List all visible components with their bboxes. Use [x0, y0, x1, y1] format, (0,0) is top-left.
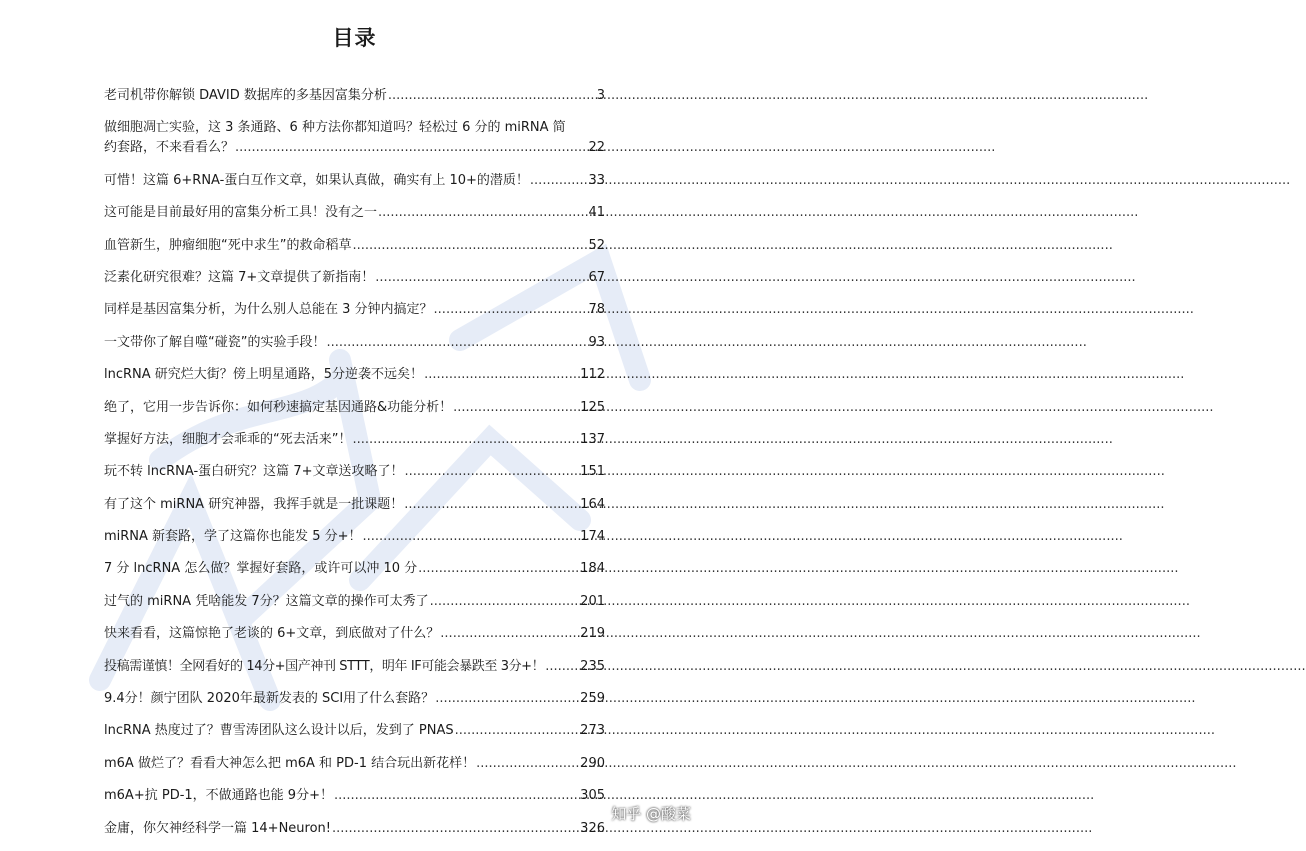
toc-leader-dots — [440, 624, 579, 644]
toc-entry[interactable] — [104, 721, 605, 753]
toc-entry[interactable] — [104, 118, 605, 170]
toc-leader-dots — [434, 300, 588, 320]
toc-leader-dots — [235, 138, 587, 158]
toc-entry-title: 一文带你了解自噬“碰瓷”的实验手段！ — [104, 334, 326, 350]
toc-page-number: 22 — [588, 140, 605, 156]
toc-entry[interactable] — [104, 689, 605, 721]
toc-leader-dots — [352, 236, 587, 256]
toc-entry[interactable] — [104, 300, 605, 332]
toc-page-number: 137 — [580, 431, 605, 447]
toc-entry-title: 可惜！这篇 6+RNA-蛋白互作文章，如果认真做，确实有上 10+的潜质！ — [104, 172, 529, 188]
toc-entry-title: 这可能是目前最好用的富集分析工具！没有之一 — [104, 205, 378, 221]
toc-entry[interactable] — [104, 527, 605, 559]
toc-page-number: 52 — [588, 237, 605, 253]
toc-entry-title: m6A+抗 PD-1，不做通路也能 9分+！ — [104, 788, 333, 804]
toc-leader-dots — [455, 721, 580, 741]
toc-entry-title: lncRNA 热度过了？曹雪涛团队这么设计以后，发到了 PNAS — [104, 723, 454, 739]
toc-entry-title: 掌握好方法，细胞才会乖乖的“死去活来”！ — [104, 431, 352, 447]
toc-entry-title: 金庸，你欠神经科学一篇 14+Neuron! — [104, 820, 331, 836]
toc-entry[interactable] — [104, 592, 605, 624]
toc-entry[interactable] — [104, 236, 605, 268]
toc-page-number: 78 — [588, 302, 605, 318]
toc-entry[interactable] — [104, 171, 605, 203]
toc-entry[interactable] — [104, 657, 605, 689]
toc-entry-title: 老司机带你解锁 DAVID 数据库的多基因富集分析 — [104, 88, 387, 103]
toc-entry[interactable] — [104, 495, 605, 527]
toc-entry-title-line2: 约套路，不来看看么？ — [104, 140, 235, 156]
toc-entry-title: m6A 做烂了？看看大神怎么把 m6A 和 PD-1 结合玩出新花样！ — [104, 755, 476, 771]
toc-entry-title: 快来看看，这篇惊艳了老谈的 6+文章，到底做对了什么？ — [104, 626, 440, 642]
toc-leader-dots — [435, 689, 579, 709]
page-title: 目录 — [332, 26, 377, 50]
toc-entry-title: 9.4分！颜宁团队 2020年最新发表的 SCI用了什么套路？ — [104, 691, 435, 707]
toc-leader-dots — [430, 592, 580, 612]
toc-leader-dots — [332, 819, 579, 839]
toc-page-number: 235 — [580, 658, 605, 674]
toc-entry[interactable] — [104, 430, 605, 462]
toc-entry[interactable] — [104, 203, 605, 235]
toc-page-number: 219 — [580, 626, 605, 642]
brand-watermark: 知乎 @酸菜 — [611, 805, 691, 823]
toc-entry-title: 泛素化研究很难？这篇 7+文章提供了新指南！ — [104, 269, 375, 285]
toc-page-number: 184 — [580, 561, 605, 577]
toc-page-number: 305 — [580, 788, 605, 804]
toc-leader-dots — [375, 268, 587, 288]
toc-page-number: 151 — [580, 464, 605, 480]
toc-leader-dots — [424, 365, 579, 385]
toc-entry[interactable] — [104, 559, 605, 591]
toc-page-number: 174 — [580, 529, 605, 545]
toc-page-number: 67 — [588, 269, 605, 285]
toc-leader-dots — [404, 495, 579, 515]
toc-entry-title: 投稿需谨慎！全网看好的 14分+国产神刊 STTT，明年 IF可能会暴跌至 3分+！ — [104, 658, 545, 674]
toc-entry-title: miRNA 新套路，学了这篇你也能发 5 分+！ — [104, 529, 362, 545]
toc-page-number: 290 — [580, 755, 605, 771]
toc-leader-dots — [476, 754, 579, 774]
toc-page-number: 164 — [580, 496, 605, 512]
toc-page-number: 33 — [588, 172, 605, 188]
toc-entry-title: 有了这个 miRNA 研究神器，我挥手就是一批课题！ — [104, 496, 404, 512]
toc-leader-dots — [326, 333, 587, 353]
toc-entry-title: 过气的 miRNA 凭啥能发 7分？这篇文章的操作可太秀了 — [104, 593, 429, 609]
toc-entry[interactable] — [104, 86, 605, 118]
toc-entry-title-line1: 做细胞凋亡实验，这 3 条通路、6 种方法你都知道吗？轻松过 6 分的 miRNA 简 — [104, 120, 566, 136]
table-of-contents — [104, 86, 605, 851]
toc-page-number: 259 — [580, 691, 605, 707]
toc-entry[interactable] — [104, 268, 605, 300]
toc-entry[interactable] — [104, 819, 605, 851]
toc-entry-title: 同样是基因富集分析，为什么别人总能在 3 分钟内搞定？ — [104, 302, 433, 318]
toc-entry[interactable] — [104, 365, 605, 397]
toc-page-number: 93 — [588, 334, 605, 350]
toc-entry[interactable] — [104, 333, 605, 365]
toc-leader-dots — [388, 86, 596, 106]
toc-entry-title: 7 分 lncRNA 怎么做？掌握好套路，或许可以冲 10 分 — [104, 561, 418, 577]
toc-leader-dots — [530, 171, 588, 191]
toc-entry-title: 血管新生，肿瘤细胞“死中求生”的救命稻草 — [104, 237, 352, 253]
toc-entry[interactable] — [104, 462, 605, 494]
toc-leader-dots — [545, 657, 579, 677]
toc-page-number: 41 — [588, 205, 605, 221]
toc-entry[interactable] — [104, 624, 605, 656]
toc-page-number: 112 — [580, 367, 605, 383]
toc-page-number: 201 — [580, 593, 605, 609]
toc-page-number: 3 — [596, 88, 605, 103]
toc-page-number: 273 — [580, 723, 605, 739]
toc-leader-dots — [352, 430, 579, 450]
toc-entry-title: lncRNA 研究烂大街？傍上明星通路，5分逆袭不远矣！ — [104, 367, 424, 383]
toc-page-number: 125 — [580, 399, 605, 415]
toc-page-number: 326 — [580, 820, 605, 836]
toc-entry[interactable] — [104, 786, 605, 818]
toc-leader-dots — [404, 462, 579, 482]
toc-entry[interactable] — [104, 754, 605, 786]
toc-entry-title: 玩不转 lncRNA-蛋白研究？这篇 7+文章送攻略了！ — [104, 464, 404, 480]
toc-entry[interactable] — [104, 398, 605, 430]
toc-leader-dots — [378, 203, 587, 223]
toc-leader-dots — [363, 527, 580, 547]
toc-leader-dots — [334, 786, 579, 806]
toc-leader-dots — [453, 398, 579, 418]
toc-leader-dots — [418, 559, 579, 579]
toc-entry-title: 绝了，它用一步告诉你：如何秒速搞定基因通路&功能分析！ — [104, 399, 453, 415]
